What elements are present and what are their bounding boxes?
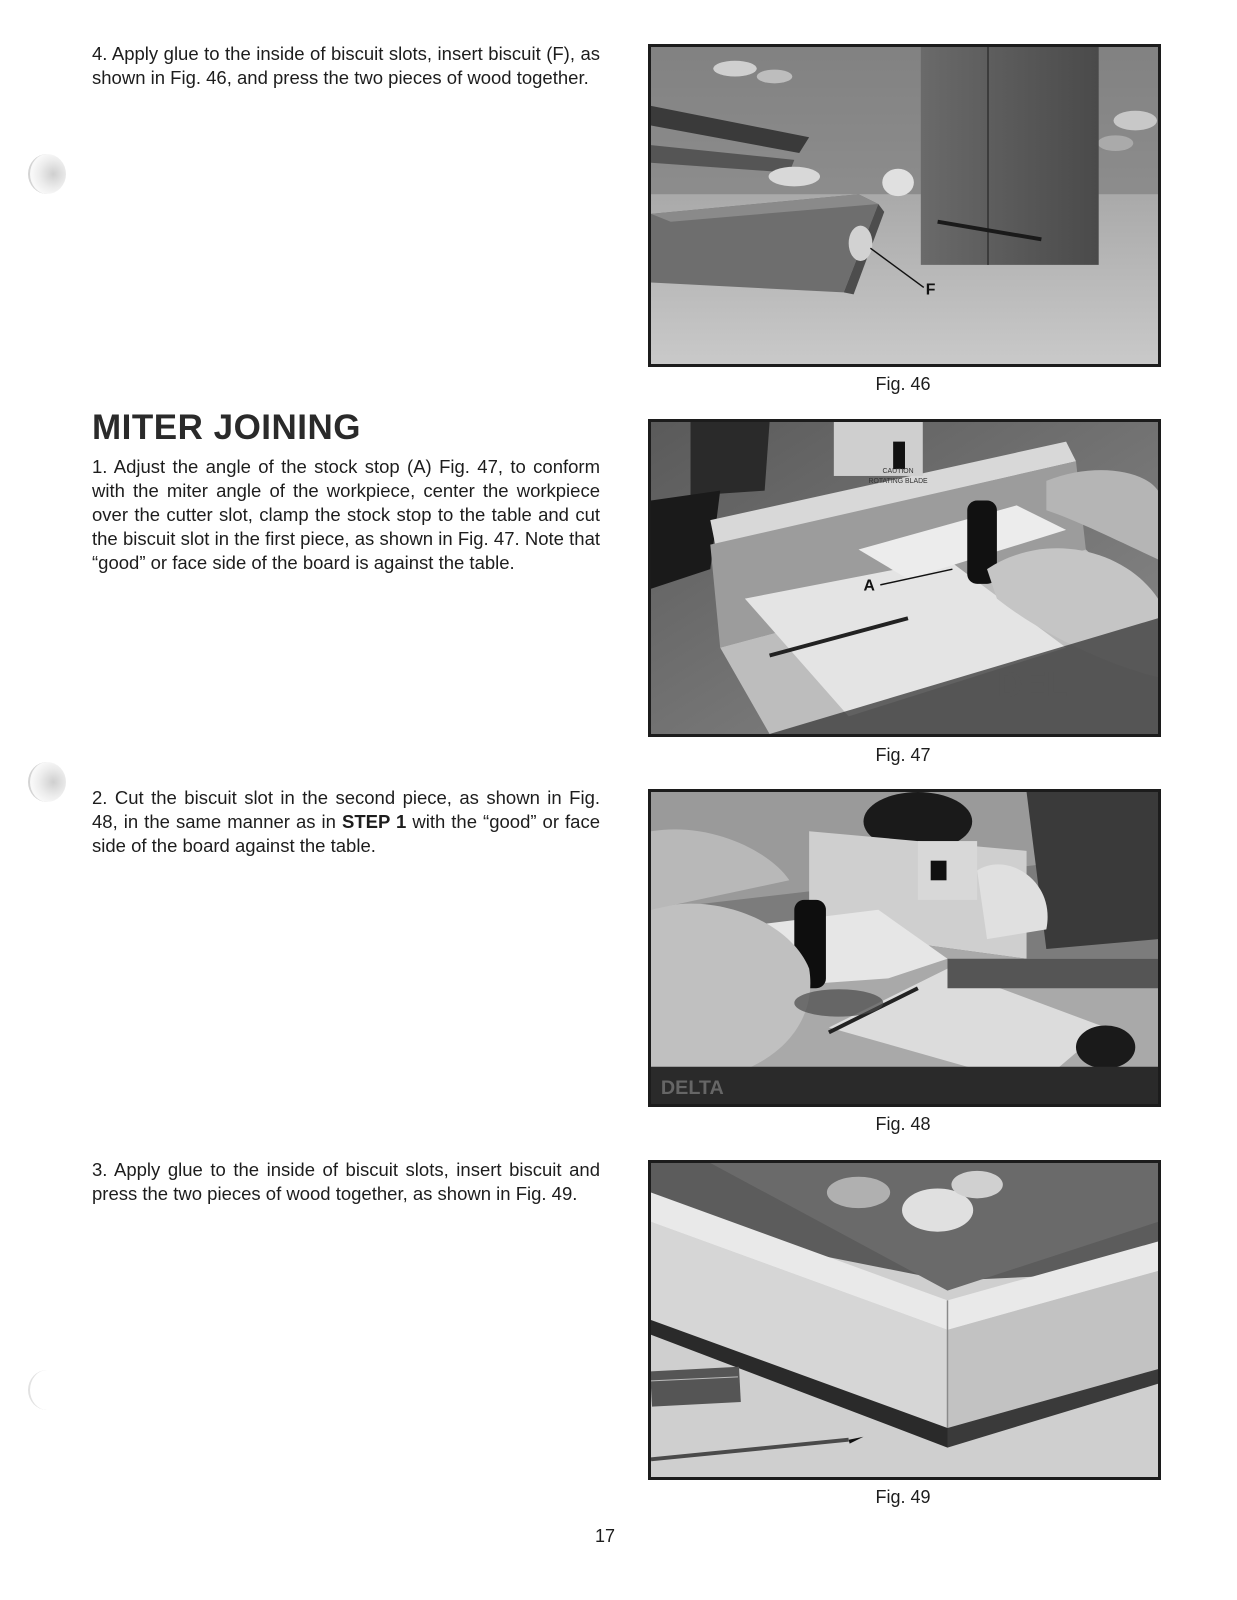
step-3-text: 3. Apply glue to the inside of biscuit slots, insert biscuit and press the two pieces of wood together, as shown in Fig. 49. — [92, 1159, 600, 1204]
step-1-text: 1. Adjust the angle of the stock stop (A) Fig. 47, to conform with the miter angle of the workpiece, center the workpiece over the cutter slot, clamp the stock stop to the table and cut the biscuit slot in the first piece, as shown in Fig. 47. Note that “good” or face side of the board is against the table. — [92, 456, 600, 573]
step-2-text — [92, 786, 600, 858]
figure-46-photo — [648, 44, 1161, 367]
figure-47-photo — [648, 419, 1161, 737]
figure-47-stamp-line1: CAUTION — [882, 468, 914, 476]
figure-47-brand: DEL — [996, 664, 1069, 705]
figure-48-caption: Fig. 48 — [875, 1114, 931, 1134]
figure-47-caption: Fig. 47 — [875, 745, 931, 765]
figure-48-photo — [648, 789, 1161, 1107]
figure-49-caption: Fig. 49 — [875, 1487, 931, 1507]
figure-49-photo — [648, 1160, 1161, 1480]
step-2-bold-ref: STEP 1 — [342, 811, 407, 832]
figure-46-callout: F — [925, 281, 936, 299]
page-number: 17 — [595, 1526, 616, 1546]
figure-47-stamp-line2: ROTATING BLADE — [868, 477, 928, 485]
binder-hole-bottom — [28, 1370, 66, 1410]
figure-48-brand: DELTA — [660, 1077, 724, 1100]
step-4-text: 4. Apply glue to the inside of biscuit slots, insert biscuit (F), as shown in Fig. 46, and press the two pieces of wood together. — [92, 43, 600, 88]
figure-47-callout: A — [863, 577, 875, 595]
step-2-text-start: 2. Cut the biscuit slot in the second piece, as shown in Fig. 48, in the same manner as in — [92, 787, 600, 832]
binder-hole-top — [28, 154, 66, 194]
step-2-text-end: with the “good” or face side of the board against the table. — [92, 811, 601, 856]
binder-hole-middle — [28, 762, 66, 802]
section-heading: MITER JOINING — [92, 408, 362, 447]
figure-46-caption: Fig. 46 — [875, 374, 931, 394]
